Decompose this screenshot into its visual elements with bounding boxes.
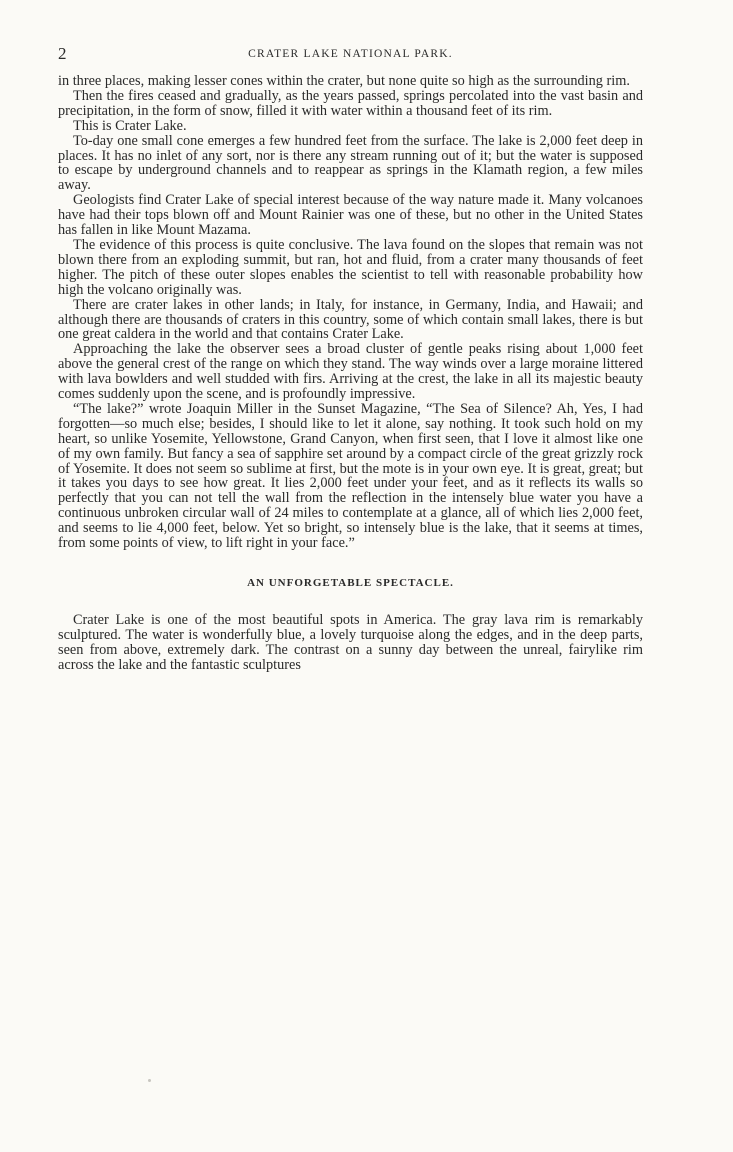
paper-speck: [148, 1079, 151, 1082]
paragraph: in three places, making lesser cones within the crater, but none quite so high as the surrounding rim.: [58, 73, 630, 89]
book-page: [58, 44, 643, 673]
paragraph: There are crater lakes in other lands; in Italy, for instance, in Germany, India, and Hawaii; and although there are thousands of craters in this country, some of which contain small lakes, there is but one great caldera in the world and that contains Crater Lake.: [58, 296, 643, 343]
paragraph: Then the fires ceased and gradually, as the years passed, springs percolated into the vast basin and precipitation, in the form of snow, filled it with water within a thousand feet of its rim.: [58, 87, 643, 119]
paragraph: Crater Lake is one of the most beautiful spots in America. The gray lava rim is remarkably sculptured. The water is wonderfully blue, a lovely turquoise along the edges, and in the deep parts, seen from above, extremely dark. The contrast on a sunny day between the unreal, fairylike rim across the lake and the fantastic sculptures: [58, 612, 643, 673]
running-title: CRATER LAKE NATIONAL PARK.: [248, 48, 453, 60]
paragraph: To-day one small cone emerges a few hundred feet from the surface. The lake is 2,000 feet deep in places. It has no inlet of any sort, nor is there any stream running out of it; but the water is supposed to escape by underground channels and to reappear as springs in the Klamath region, a few miles away.: [58, 132, 643, 194]
section-body-text: [58, 613, 643, 673]
paragraph: The evidence of this process is quite conclusive. The lava found on the slopes that remain was not blown there from an exploding summit, but ran, hot and fluid, from a crater many thousands of feet higher. The pitch of these outer slopes enables the scientist to tell with reasonable probability how high the volcano originally was.: [58, 236, 643, 298]
body-text: [58, 74, 643, 551]
paragraph: Geologists find Crater Lake of special interest because of the way nature made it. Many volcanoes have had their tops blown off and Mount Rainier was one of these, but no other in the United States has fallen in like Mount Mazama.: [58, 192, 643, 239]
page-number: 2: [58, 44, 67, 63]
section-heading: AN UNFORGETABLE SPECTACLE.: [247, 577, 454, 589]
quotation-paragraph: “The lake?” wrote Joaquin Miller in the Sunset Magazine, “The Sea of Silence? Ah, Yes, I had forgotten—so much else; besides, I should like to let it alone, say nothing. It took such hold on my heart, so unlike Yosemite, Yellowstone, Grand Canyon, when first seen, that I love it almost like one of my own family. But fancy a sea of sapphire set around by a compact circle of the great grizzly rock of Yosemite. It does not seem so sublime at first, but the mote is in your own eye. It is great, great; but it takes you days to see how great. It lies 2,000 feet under your feet, and as it reflects its walls so perfectly that you can not tell the wall from the reflection in the intensely blue water you have a continuous unbroken circular wall of 24 miles to contemplate at a glance, all of which lies 2,000 feet, and seems to lie 4,000 feet, below. Yet so bright, so intensely blue is the lake, that it seems at times, from some points of view, to lift right in your face.”: [58, 400, 643, 552]
paragraph: Approaching the lake the observer sees a broad cluster of gentle peaks rising about 1,000 feet above the general crest of the range on which they stand. The way winds over a large moraine littered with lava bowlders and well studded with firs. Arriving at the crest, the lake in all its majestic beauty comes suddenly upon the scene, and is profoundly impressive.: [58, 341, 643, 403]
paragraph: This is Crater Lake.: [73, 117, 187, 134]
running-head: [58, 44, 643, 66]
